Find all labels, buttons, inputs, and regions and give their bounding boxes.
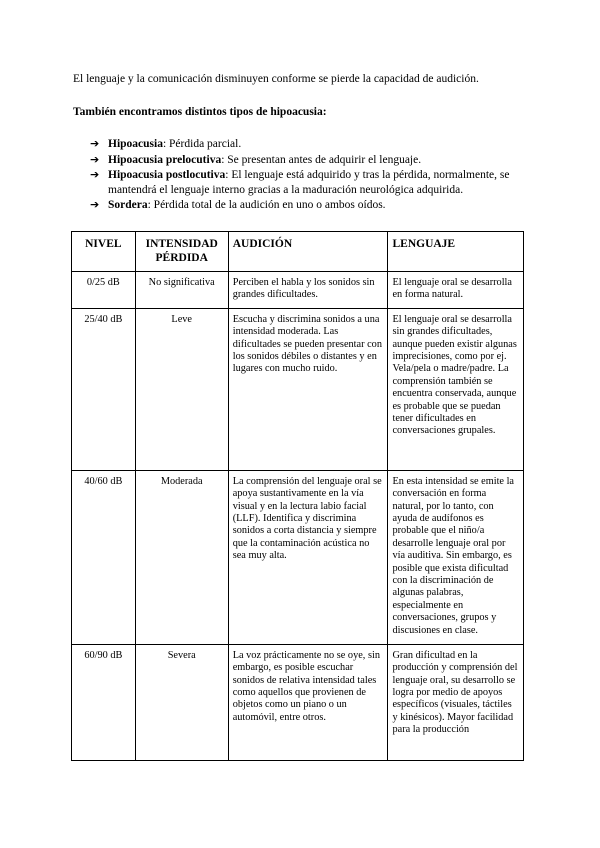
cell-lenguaje: El lenguaje oral se desarrolla en forma natural. xyxy=(388,272,524,309)
header-audicion: AUDICIÓN xyxy=(228,232,388,272)
table-row xyxy=(72,644,524,760)
cell-intensidad: Leve xyxy=(135,308,228,470)
cell-audicion: Escucha y discrimina sonidos a una intensidad moderada. Las dificultades se pueden presentar con los sonidos débiles o distantes y en lugares con mucho ruido. xyxy=(228,308,388,470)
list-item-term: Hipoacusia prelocutiva xyxy=(108,153,222,166)
right-arrow-icon: ➔ xyxy=(90,198,100,211)
cell-nivel: 25/40 dB xyxy=(72,308,136,470)
list-item xyxy=(90,153,530,168)
intro-paragraph: El lenguaje y la comunicación disminuyen conforme se pierde la capacidad de audición. xyxy=(73,73,479,85)
cell-audicion: La comprensión del lenguaje oral se apoya sustantivamente en la vía visual y en la lectura labio facial (LLF). Identifica y discrimina sonidos a corta distancia y siempre que la contaminación acústica no sea muy alta. xyxy=(228,470,388,644)
header-intensidad: INTENSIDAD PÉRDIDA xyxy=(135,232,228,272)
list-item-text: : Pérdida parcial. xyxy=(162,138,242,150)
list-item xyxy=(90,168,530,197)
section-subheading: También encontramos distintos tipos de hipoacusia: xyxy=(73,106,327,118)
hipoacusia-types-list xyxy=(90,137,530,214)
cell-audicion: La voz prácticamente no se oye, sin embargo, es posible escuchar sonidos de relativa intensidad tales como aquellos que provienen de objetos como un piano o un automóvil, entre otros. xyxy=(228,644,388,760)
list-item-text: : Se presentan antes de adquirir el lenguaje. xyxy=(221,153,422,166)
cell-intensidad: Severa xyxy=(135,644,228,760)
header-lenguaje: LENGUAJE xyxy=(388,232,524,272)
cell-lenguaje: El lenguaje oral se desarrolla sin grandes dificultades, aunque pueden existir algunas imprecisiones, como por ej. Vela/pela o madre/padre. La comprensión también se encuentra conservada, aunque es probable que se puedan tener dificultades en conversaciones grupales. xyxy=(388,308,524,470)
table-row xyxy=(72,470,524,644)
list-item-term: Hipoacusia xyxy=(108,138,163,150)
cell-intensidad: No significativa xyxy=(135,272,228,309)
cell-nivel: 60/90 dB xyxy=(72,644,136,760)
cell-lenguaje: En esta intensidad se emite la conversación en forma natural, por lo tanto, con ayuda de audífonos es probable que el niño/a desarrolle lenguaje oral por vía auditiva. Sin embargo, es posible que exista dificultad con la discriminación de algunas palabras, especialmente en conversaciones, grupos y discusiones en clase. xyxy=(388,470,524,644)
hearing-loss-table xyxy=(71,231,524,761)
list-item-term: Hipoacusia postlocutiva xyxy=(108,169,226,181)
cell-nivel: 40/60 dB xyxy=(72,470,136,644)
table-row xyxy=(72,272,524,309)
right-arrow-icon: ➔ xyxy=(90,137,100,150)
right-arrow-icon: ➔ xyxy=(90,168,100,181)
list-item xyxy=(90,198,530,213)
list-item-text: : Pérdida total de la audición en uno o ambos oídos. xyxy=(147,199,386,211)
list-item xyxy=(90,137,530,152)
table-header-row xyxy=(72,232,524,272)
right-arrow-icon: ➔ xyxy=(90,152,100,166)
header-nivel: NIVEL xyxy=(72,232,136,272)
cell-nivel: 0/25 dB xyxy=(72,272,136,309)
list-item-text: : El lenguaje está adquirido y tras la pérdida, normalmente, se mantendrá el lenguaje interno gracias a la maduración neurológica adquirida. xyxy=(108,169,510,196)
cell-intensidad: Moderada xyxy=(135,470,228,644)
list-item-term: Sordera xyxy=(108,199,148,211)
table-row xyxy=(72,308,524,470)
cell-audicion: Perciben el habla y los sonidos sin grandes dificultades. xyxy=(228,272,388,309)
cell-lenguaje: Gran dificultad en la producción y comprensión del lenguaje oral, su desarrollo se logra por medio de apoyos específicos (visuales, táctiles y kinésicos). Mayor facilidad para la producción xyxy=(388,644,524,760)
